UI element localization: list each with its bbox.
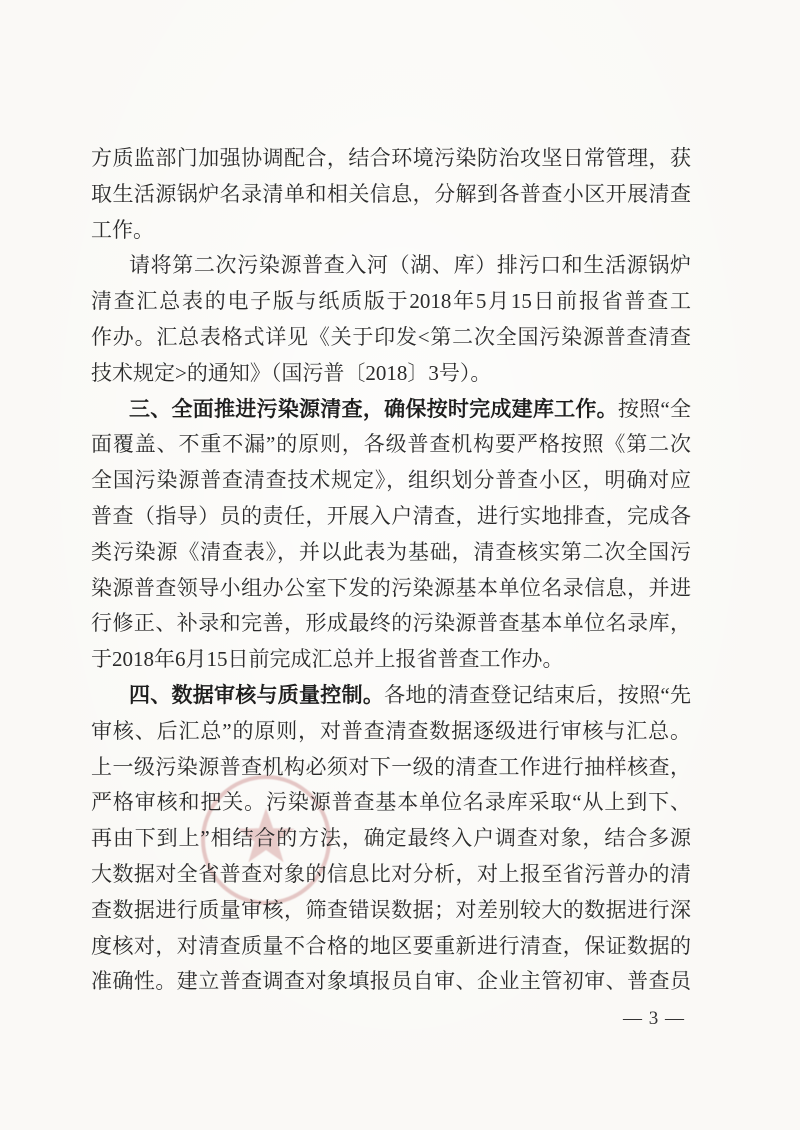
text-segment: 度核对，对清查质量不合格的地区要重新进行清查，保证数据的	[91, 933, 691, 958]
text-line	[91, 535, 691, 571]
text-segment: 作办。汇总表格式详见《关于印发<第二次全国污染源普查清查	[91, 324, 691, 349]
text-segment: 行修正、补录和完善，形成最终的污染源普查基本单位名录库，	[91, 611, 691, 636]
text-line	[91, 821, 691, 857]
text-segment: 各地的清查登记结束后，按照“先	[384, 682, 692, 707]
text-segment: 准确性。建立普查调查对象填报员自审、企业主管初审、普查员	[91, 969, 691, 994]
text-segment: 全国污染源普查清查技术规定》，组织划分普查小区，明确对应	[91, 468, 691, 493]
text-segment: 请将第二次污染源普查入河（湖、库）排污口和生活源锅炉	[129, 253, 691, 278]
text-line	[91, 427, 691, 463]
text-line	[91, 642, 691, 678]
text-line	[91, 141, 691, 177]
text-segment: 上一级污染源普查机构必须对下一级的清查工作进行抽样核查，	[91, 754, 691, 779]
text-line	[91, 893, 691, 929]
text-line	[91, 356, 691, 392]
text-segment: 大数据对全省普查对象的信息比对分析，对上报至省污普办的清	[91, 861, 691, 886]
text-line	[91, 499, 691, 535]
text-line	[91, 857, 691, 893]
text-line	[91, 678, 691, 714]
text-segment: 查数据进行质量审核，筛查错误数据；对差别较大的数据进行深	[91, 897, 691, 922]
text-segment: 取生活源锅炉名录清单和相关信息，分解到各普查小区开展清查	[91, 181, 691, 206]
text-segment: 技术规定>的通知》（国污普〔2018〕3号）。	[91, 360, 492, 385]
text-segment: 方质监部门加强协调配合，结合环境污染防治攻坚日常管理，获	[91, 146, 691, 170]
text-segment: 染源普查领导小组办公室下发的污染源基本单位名录信息，并进	[91, 575, 691, 600]
page-number: — 3 —	[623, 1008, 685, 1029]
text-line	[91, 606, 691, 642]
text-segment: 再由下到上”相结合的方法，确定最终入户调查对象，结合多源	[91, 826, 691, 851]
text-line	[91, 248, 691, 284]
text-segment: 于2018年6月15日前完成汇总并上报省普查工作办。	[91, 647, 564, 672]
text-segment: 按照“全	[617, 396, 691, 421]
text-segment: 审核、后汇总”的原则，对普查清查数据逐级进行审核与汇总。	[91, 718, 691, 743]
text-segment: 清查汇总表的电子版与纸质版于2018年5月15日前报省普查工	[91, 289, 691, 314]
document-body	[91, 141, 691, 1000]
section-heading-segment: 三、全面推进污染源清查，确保按时完成建库工作。	[129, 397, 618, 421]
text-segment: 严格审核和把关。污染源普查基本单位名录库采取“从上到下、	[91, 790, 691, 815]
text-line	[91, 750, 691, 786]
text-line	[91, 571, 691, 607]
text-line	[91, 785, 691, 821]
text-line	[91, 714, 691, 750]
section-heading-segment: 四、数据审核与质量控制。	[129, 683, 385, 707]
text-line	[91, 177, 691, 213]
text-line	[91, 964, 691, 1000]
text-segment: 类污染源《清查表》，并以此表为基础，清查核实第二次全国污	[91, 539, 691, 564]
text-segment: 普查（指导）员的责任，开展入户清查，进行实地排查，完成各	[91, 503, 691, 528]
text-line	[91, 284, 691, 320]
text-line	[91, 213, 691, 249]
text-line	[91, 392, 691, 428]
text-line	[91, 320, 691, 356]
text-segment: 工作。	[91, 217, 154, 242]
text-segment: 面覆盖、不重不漏”的原则，各级普查机构要严格按照《第二次	[91, 432, 691, 457]
text-line	[91, 463, 691, 499]
text-line	[91, 929, 691, 965]
